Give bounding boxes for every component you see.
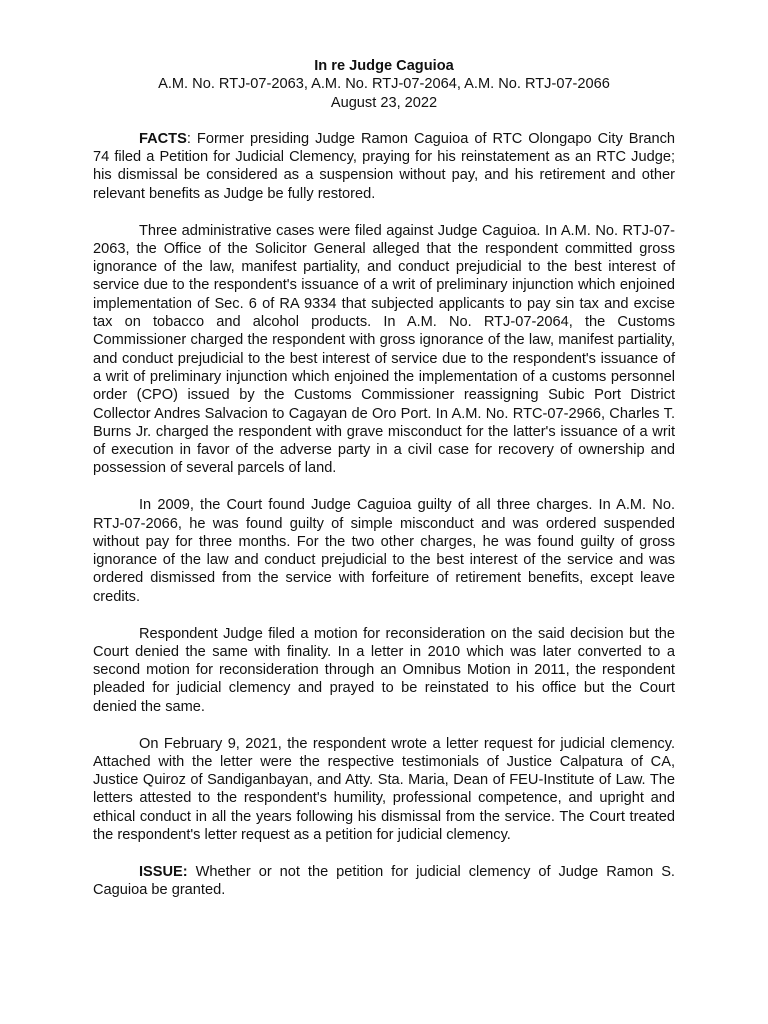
paragraph-letter-request: On February 9, 2021, the respondent wrote a letter request for judicial clemency. Attached with the letter were the respective testimonials of Justice Calpatura of CA, Justice Quiroz of Sandiganbayan, and Atty. Sta. Maria, Dean of FEU-Institute of Law. The letters attested to the respondent's humility, professional competence, and upright and ethical conduct in all the years following his dismissal from the service. The Court treated the respondent's letter request as a petition for judicial clemency. [93,735,675,843]
issue-paragraph [93,863,675,900]
facts-label: FACTS [139,130,187,147]
document-header [93,57,675,112]
decision-date: August 23, 2022 [330,94,438,111]
issue-label: ISSUE: [139,863,188,880]
facts-paragraph [93,130,675,203]
case-numbers: A.M. No. RTJ-07-2063, A.M. No. RTJ-07-2064, A.M. No. RTJ-07-2066 [158,76,610,93]
paragraph-motion-for-reconsideration: Respondent Judge filed a motion for reconsideration on the said decision but the Court denied the same with finality. In a letter in 2010 which was later converted to a second motion for reconsideration through an Omnibus Motion in 2011, the respondent pleaded for judicial clemency and prayed to be reinstated to his office but the Court denied the same. [93,625,675,715]
facts-text: : Former presiding Judge Ramon Caguioa of RTC Olongapo City Branch 74 filed a Petition for Judicial Clemency, praying for his reinstatement as an RTC Judge; his dismissal be considered as a suspension without pay, and his retirement and other relevant benefits as Judge be fully restored. [93,130,675,202]
issue-text: Whether or not the petition for judicial clemency of Judge Ramon S. Caguioa be granted. [93,863,675,899]
paragraph-court-ruling-2009: In 2009, the Court found Judge Caguioa guilty of all three charges. In A.M. No. RTJ-07-2066, he was found guilty of simple misconduct and was ordered suspended without pay for three months. For the two other charges, he was found guilty of gross ignorance of the law and conduct prejudicial to the best interest of the service and was ordered dismissed from the service with forfeiture of retirement benefits, except leave credits. [93,497,675,605]
paragraph-administrative-cases: Three administrative cases were filed against Judge Caguioa. In A.M. No. RTJ-07-2063, the Office of the Solicitor General alleged that the respondent committed gross ignorance of the law, manifest partiality, and conduct prejudicial to the best interest of service due to the respondent's issuance of a writ of preliminary injunction which enjoined implementation of Sec. 6 of RA 9334 that subjected applicants to pay sin tax and excise tax on tobacco and alcohol products. In A.M. No. RTJ-07-2064, the Customs Commissioner charged the respondent with gross ignorance of the law, manifest partiality, and conduct prejudicial to the best interest of service due to the respondent's issuance of a writ of preliminary injunction which enjoined the implementation of a customs personnel order (CPO) issued by the Customs Commissioner reassigning Subic Port District Collector Andres Salvacion to Cagayan de Oro Port. In A.M. No. RTC-07-2966, Charles T. Burns Jr. charged the respondent with grave misconduct for the latter's issuance of a writ of execution in favor of the adverse party in a civil case for recovery of ownership and possession of several parcels of land. [93,222,675,477]
document-title: In re Judge Caguioa [314,58,454,74]
document-page [93,57,675,918]
